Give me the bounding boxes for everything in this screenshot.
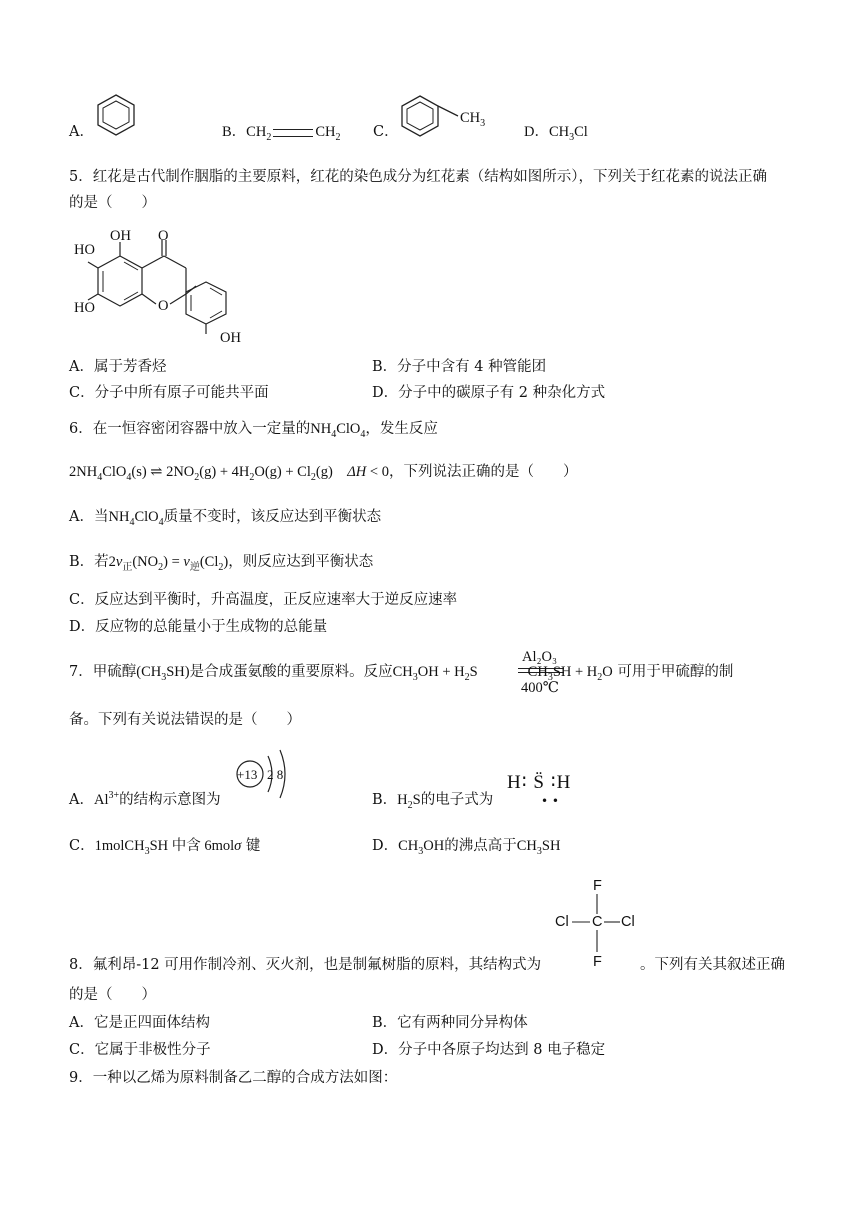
- freon-c-center: C: [592, 914, 603, 930]
- q6-option-b-formula: $2v_正(NO_2) = v_逆(Cl_2)$: [108, 554, 229, 573]
- q7-option-d-prefix: D．: [372, 838, 399, 854]
- q4-option-b: [222, 122, 340, 142]
- q7-option-c: [69, 836, 260, 856]
- q7-stem-c: 可用于甲硫醇的制: [617, 664, 734, 680]
- q4-option-c-label: C．: [373, 124, 399, 140]
- al-ion-shells: 2 8: [267, 767, 284, 782]
- struct-label-oh-phenyl: OH: [220, 330, 241, 346]
- q7-option-a-prefix: A．: [69, 792, 94, 808]
- q6-option-b: [69, 552, 373, 572]
- q4-option-b-label: B．: [222, 124, 247, 140]
- q6-option-d: D．反应物的总能量小于生成物的总能量: [69, 619, 328, 635]
- q6-stem-suffix: ，发生反应: [365, 421, 438, 437]
- chloromethane-sub: 3: [569, 131, 575, 143]
- struct-label-ho-top: HO: [74, 242, 95, 258]
- q7-option-b-prefix: B．: [372, 792, 398, 808]
- q6-option-a-prefix: A．当: [69, 509, 109, 525]
- q7-option-c-formula: 1molCH$_3$SH 中含 6molσ: [94, 838, 242, 857]
- q6-option-c: C．反应达到平衡时，升高温度，正反应速率大于逆反应速率: [69, 592, 458, 608]
- q7-option-b: [372, 790, 493, 810]
- q8-stem-line1-b: 。下列有关其叙述正确: [640, 957, 785, 973]
- q7-option-a-ion: $Al^{3+}$: [93, 790, 120, 808]
- q6-option-a-suffix: 质量不变时，该反应达到平衡状态: [163, 509, 382, 525]
- freon-f-top: F: [593, 878, 602, 894]
- q7-stem-b: 是合成蛋氨酸的重要原料。反应: [189, 664, 393, 680]
- q6-option-b-suffix: ，则反应达到平衡状态: [228, 554, 374, 570]
- q7-products: $CH_3SH + H_2O$: [527, 664, 613, 683]
- q7-option-d-left: $CH_3OH$: [398, 838, 445, 857]
- al-ion-core: +13: [237, 767, 258, 782]
- toluene-ch3: [460, 108, 485, 128]
- chloromethane-cl: Cl: [574, 124, 588, 140]
- ethylene-left: CH: [246, 124, 267, 140]
- q5-stem-line1: 5．红花是古代制作胭脂的主要原料，红花的染色成分为红花素（结构如图所示），下列关于红花素的说法正确: [69, 169, 767, 185]
- q5-option-a: A．属于芳香烃: [69, 359, 167, 375]
- q7-option-b-formula: $H_2S$: [397, 792, 421, 811]
- freon-cl-left: Cl: [555, 914, 569, 930]
- double-bond: [273, 129, 313, 137]
- q8-option-b: B．它有两种同分异构体: [372, 1015, 528, 1031]
- freon-cl-right: Cl: [621, 914, 635, 930]
- q6-option-b-prefix: B．若: [69, 554, 109, 570]
- q6-equation: $2NH_4ClO_4(s)$ ⇌ $2NO_2(g) + 4H_2O(g) + Cl_2(g)$ ΔH < 0: [69, 464, 389, 483]
- q7-methanethiol: $(CH_3SH)$: [136, 664, 190, 683]
- q8-option-d: D．分子中各原子均达到 8 电子稳定: [372, 1042, 606, 1058]
- struct-label-ring-o: O: [158, 298, 169, 314]
- ethylene-right-sub: 2: [335, 131, 341, 143]
- q6-option-a: [69, 507, 381, 527]
- q7-option-a-suffix: 的结构示意图为: [119, 792, 221, 808]
- q7-option-a: [69, 790, 221, 810]
- q6-reagent: $NH_4ClO_4$: [310, 421, 366, 440]
- q6-option-a-formula: $NH_4ClO_4$: [108, 509, 164, 528]
- q7-option-b-suffix: 的电子式为: [420, 792, 494, 808]
- h2s-electron-dot: H∶ S̈ ∶H: [507, 772, 572, 793]
- q7-reactants: $CH_3OH + H_2S$: [392, 664, 478, 683]
- q7-option-d-right: $CH_3SH$: [516, 838, 561, 857]
- q8-stem-line1-a: 8．氟利昂-12 可用作制冷剂、灭火剂，也是制氟树脂的原料，其结构式为: [69, 957, 542, 973]
- h2s-lower-dots: • •: [541, 794, 559, 808]
- struct-label-carbonyl-o: O: [158, 228, 169, 244]
- struct-label-oh-top: OH: [110, 228, 131, 244]
- q4-option-d: [524, 122, 588, 142]
- q7-stem-line1: [69, 662, 733, 682]
- q4-option-d-label: D．: [524, 124, 549, 140]
- toluene-ch3-sub: 3: [480, 117, 486, 129]
- q5-option-d: D．分子中的碳原子有 2 种杂化方式: [372, 385, 606, 401]
- q7-stem-a: 7．甲硫醇: [69, 664, 137, 680]
- q7-option-c-suffix: 键: [245, 838, 261, 854]
- q6-stem-prefix: 6．在一恒容密闭容器中放入一定量的: [69, 421, 311, 437]
- q7-stem-line2: 备。下列有关说法错误的是（ ）: [69, 712, 301, 728]
- q9-stem: 9．一种以乙烯为原料制备乙二醇的合成方法如图：: [69, 1070, 398, 1086]
- q7-option-c-prefix: C．: [69, 838, 95, 854]
- chloromethane-ch: CH: [548, 124, 570, 140]
- benzene-structure: [96, 92, 142, 140]
- freon-f-bottom: F: [593, 954, 602, 970]
- ethylene-left-sub: 2: [266, 131, 272, 143]
- q8-stem-line2: 的是（ ）: [69, 987, 156, 1003]
- q5-stem-line2: 的是（ ）: [69, 195, 156, 211]
- q5-option-b: B．分子中含有 4 种管能团: [372, 359, 547, 375]
- q6-equation-tail: ，下列说法正确的是（ ）: [388, 464, 578, 480]
- q7-catalyst: Al₂O₃: [522, 649, 558, 665]
- q6-equation-line: [69, 462, 577, 482]
- q7-condition: 400℃: [521, 680, 559, 696]
- q8-option-c: C．它属于非极性分子: [69, 1042, 211, 1058]
- ethylene-right: CH: [315, 124, 336, 140]
- q7-option-d-mid: 的沸点高于: [444, 838, 517, 854]
- struct-label-ho-bottom: HO: [74, 300, 95, 316]
- q7-option-d: [372, 836, 560, 856]
- q8-option-a: A．它是正四面体结构: [69, 1015, 210, 1031]
- q6-stem: [69, 419, 438, 439]
- q4-option-a-label: A．: [69, 124, 94, 140]
- toluene-ch3-text: CH: [460, 110, 481, 126]
- q5-option-c: C．分子中所有原子可能共平面: [69, 385, 269, 401]
